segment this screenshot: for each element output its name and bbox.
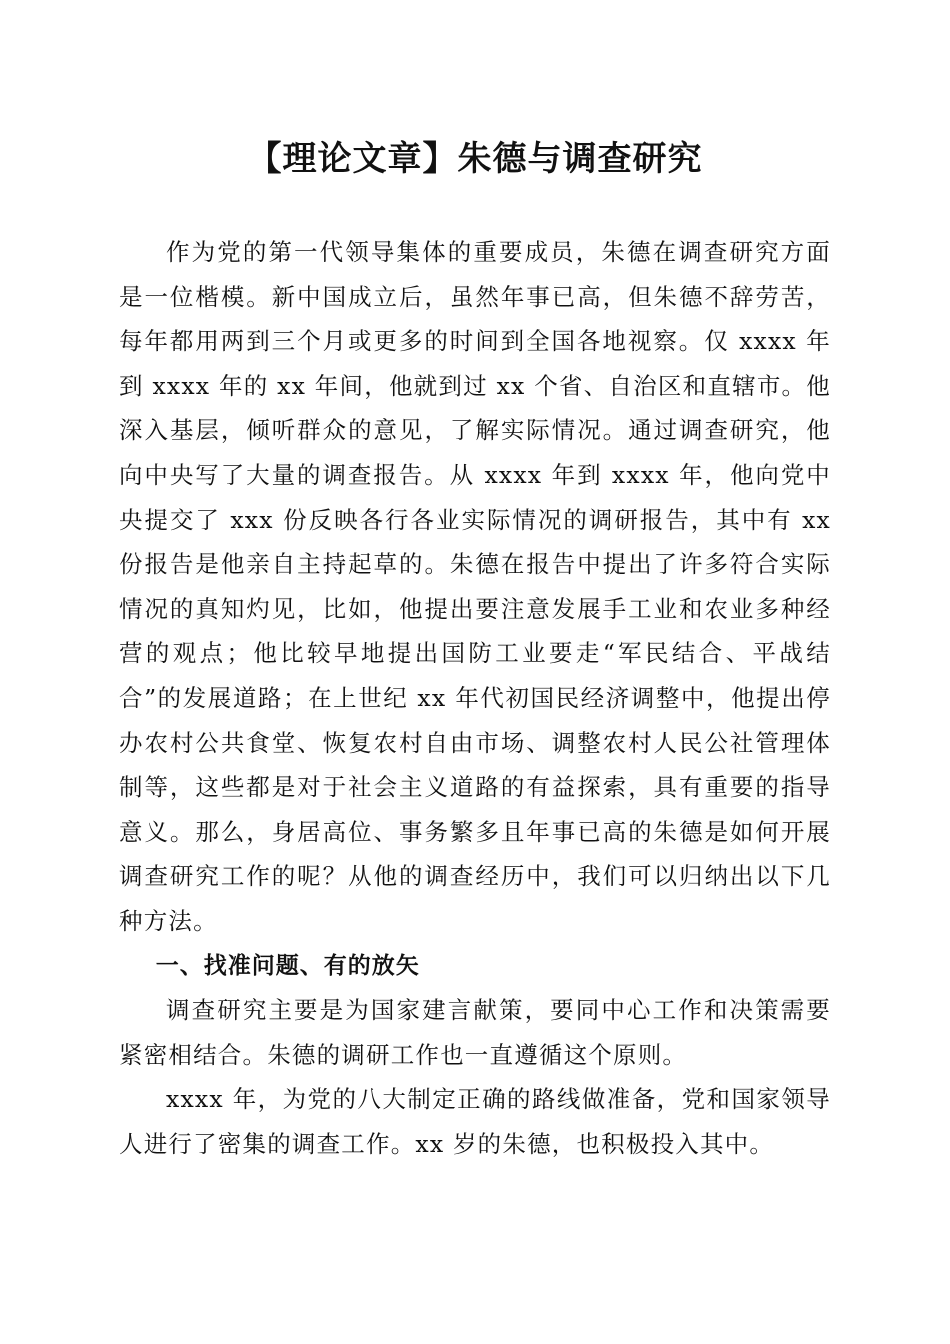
section-paragraph: xxxx 年，为党的八大制定正确的路线做准备，党和国家领导人进行了密集的调查工作。xx 岁的朱德，也积极投入其中。: [119, 1085, 831, 1158]
section-heading: 一、找准问题、有的放矢: [155, 952, 420, 979]
section-paragraph: 调查研究主要是为国家建言献策，要同中心工作和决策需要紧密相结合。朱德的调研工作也一直遵循这个原则。: [119, 996, 831, 1069]
document-body: [119, 230, 831, 1166]
document-title: 【理论文章】朱德与调查研究: [247, 139, 703, 179]
intro-paragraph: 作为党的第一代领导集体的重要成员，朱德在调查研究方面是一位楷模。新中国成立后，虽然年事已高，但朱德不辞劳苦，每年都用两到三个月或更多的时间到全国各地视察。仅 xxxx 年到 xxxx 年的 xx 年间，他就到过 xx 个省、自治区和直辖市。他深入基层，倾听群众的意见，了解实际情况。通过调查研究，他向中央写了大量的调查报告。从 xxxx 年到 xxxx 年，他向党中央提交了 xxx 份反映各行各业实际情况的调研报告，其中有 xx 份报告是他亲自主持起草的。朱德在报告中提出了许多符合实际情况的真知灼见，比如，他提出要注意发展手工业和农业多种经营的观点；他比较早地提出国防工业要走“军民结合、平战结合”的发展道路；在上世纪 xx 年代初国民经济调整中，他提出停办农村公共食堂、恢复农村自由市场、调整农村人民公社管理体制等，这些都是对于社会主义道路的有益探索，具有重要的指导意义。那么，身居高位、事务繁多且年事已高的朱德是如何开展调查研究工作的呢？从他的调查经历中，我们可以归纳出以下几种方法。: [119, 238, 831, 935]
